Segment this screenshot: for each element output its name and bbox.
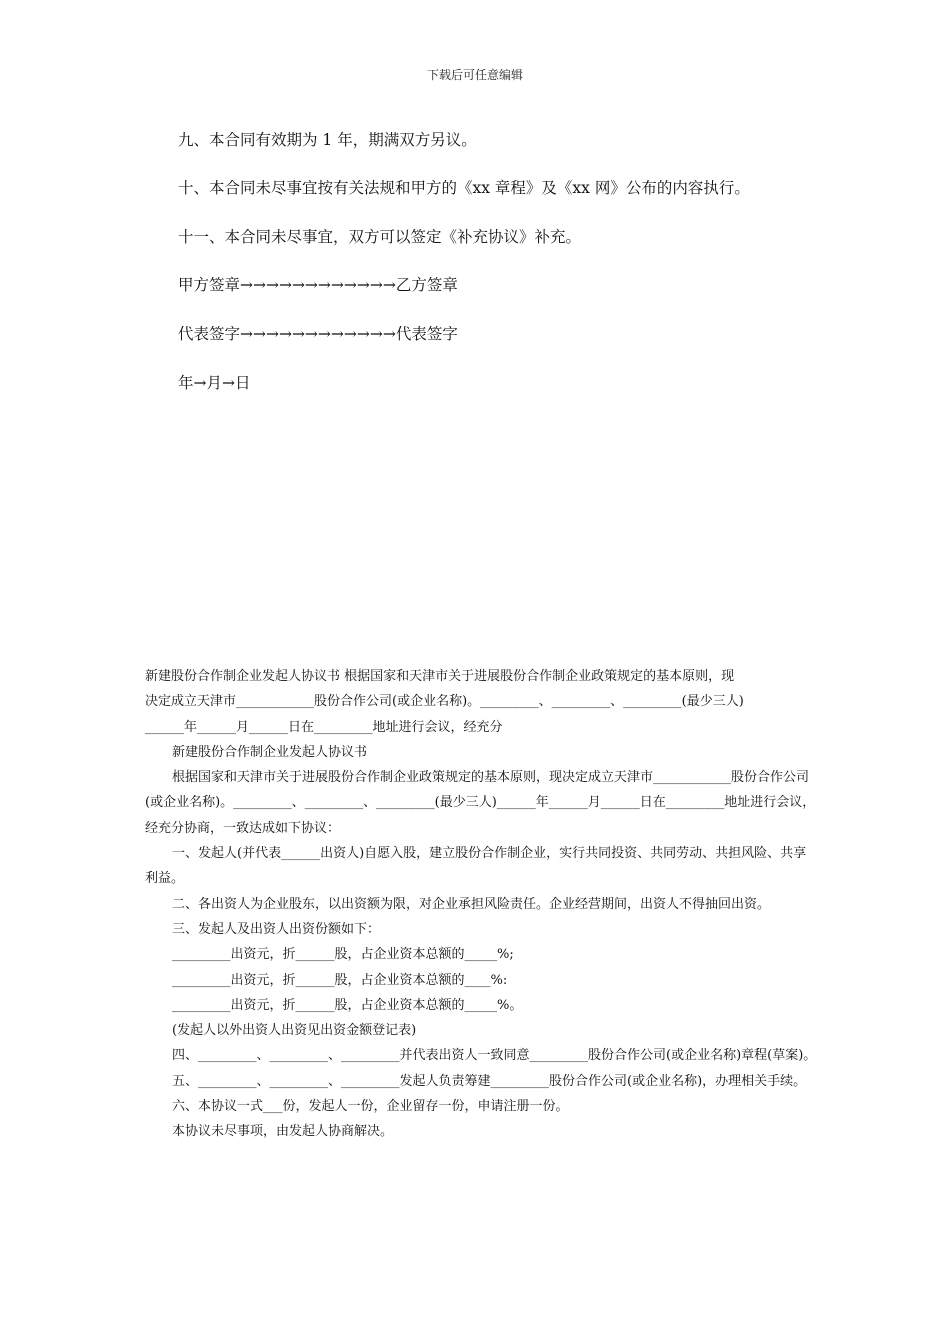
- share-line-3: _________出资元，折______股，占企业资本总额的_____%。: [172, 997, 523, 1013]
- intro-line-1: 新建股份合作制企业发起人协议书 根据国家和天津市关于进展股份合作制企业政策规定的基本原则，现: [145, 669, 735, 684]
- share-line-2: _________出资元，折______股，占企业资本总额的____%:: [172, 972, 508, 988]
- item-2: 二、各出资人为企业股东，以出资额为限，对企业承担风险责任。企业经营期间，出资人不得抽回出资。: [172, 896, 771, 912]
- item-6: 六、本协议一式___份，发起人一份，企业留存一份，申请注册一份。: [172, 1099, 569, 1115]
- intro-line-2: 决定成立天津市____________股份合作公司(或企业名称)。_________、_________、_________(最少三人): [145, 694, 744, 710]
- clause-11: 十一、本合同未尽事宜，双方可以签定《补充协议》补充。: [178, 228, 582, 246]
- item-3: 三、发起人及出资人出资份额如下：: [172, 921, 381, 937]
- agreement-title: 新建股份合作制企业发起人协议书: [172, 744, 368, 760]
- item-1: 一、发起人(并代表______出资人)自愿入股，建立股份合作制企业，实行共同投资、共同劳动、共担风险、共享利益。: [145, 846, 807, 887]
- signature-line-representative: 代表签字→→→→→→→→→→→→代表签字: [178, 325, 458, 343]
- signature-line-party: 甲方签章→→→→→→→→→→→→乙方签章: [178, 276, 458, 294]
- clause-9: 九、本合同有效期为 1 年，期满双方另议。: [178, 131, 477, 149]
- share-line-1: _________出资元，折______股，占企业资本总额的_____%;: [172, 947, 514, 963]
- item-5: 五、_________、_________、_________发起人负责筹建_________股份合作公司(或企业名称)，办理相关手续。: [172, 1073, 807, 1089]
- paragraph-preamble: 根据国家和天津市关于进展股份合作制企业政策规定的基本原则，现决定成立天津市____________股份合作公司(或企业名称)。_________、_________、_________(最少三人)______年______月______日在_________地址进行会议，经充分协商，一致达成如下协议：: [145, 770, 816, 836]
- closing-line: 本协议未尽事项，由发起人协商解决。: [172, 1124, 394, 1140]
- intro-line-3: ______年______月______日在_________地址进行会议，经充分: [145, 719, 503, 735]
- registration-note: (发起人以外出资人出资见出资金额登记表): [172, 1023, 417, 1039]
- page-header: 下载后可任意编辑: [426, 68, 523, 82]
- date-line: 年→月→日: [178, 374, 251, 392]
- agreement-document: [145, 664, 817, 1145]
- clause-10: 十、本合同未尽事宜按有关法规和甲方的《xx 章程》及《xx 网》公布的内容执行。: [178, 179, 750, 197]
- item-4: 四、_________、_________、_________并代表出资人一致同意_________股份合作公司(或企业名称)章程(草案)。: [172, 1048, 817, 1064]
